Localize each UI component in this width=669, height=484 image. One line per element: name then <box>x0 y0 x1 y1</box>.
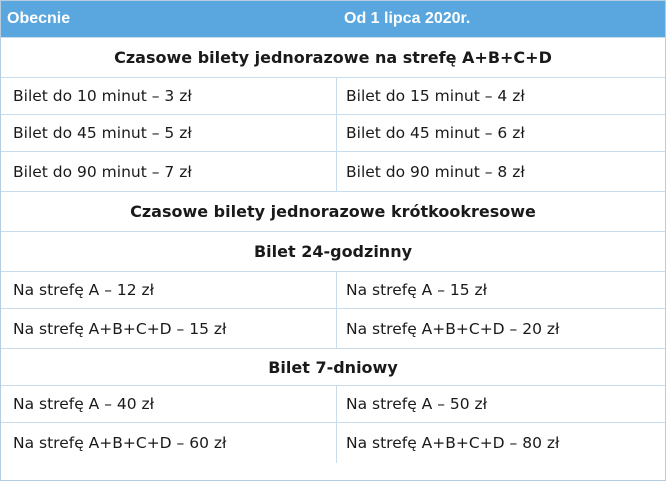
table-row <box>1 152 665 192</box>
new-price-cell: Na strefę A+B+C+D – 80 zł <box>336 423 665 463</box>
new-price-cell: Na strefę A – 50 zł <box>336 386 665 422</box>
current-price-cell: Bilet do 10 minut – 3 zł <box>13 87 192 105</box>
current-price-cell: Bilet do 45 minut – 5 zł <box>13 124 192 142</box>
new-price-cell: Na strefę A+B+C+D – 20 zł <box>336 309 665 348</box>
table-row <box>1 78 665 115</box>
section-title-short-term: Czasowe bilety jednorazowe krótkookresowe <box>1 192 665 232</box>
new-price-cell: Bilet do 90 minut – 8 zł <box>336 152 665 191</box>
current-price-cell: Na strefę A – 40 zł <box>13 395 155 413</box>
current-price-cell: Na strefę A – 12 zł <box>13 281 155 299</box>
header-from-july: Od 1 lipca 2020r. <box>344 10 471 27</box>
section-title-24h: Bilet 24-godzinny <box>1 232 665 272</box>
section-title-single-zone-abcd: Czasowe bilety jednorazowe na strefę A+B+C+D <box>1 38 665 78</box>
section-title-7day: Bilet 7-dniowy <box>1 349 665 386</box>
table-row <box>1 386 665 423</box>
table-row <box>1 115 665 152</box>
table-row <box>1 309 665 349</box>
table-row <box>1 272 665 309</box>
table-row <box>1 423 665 463</box>
table-header-row <box>1 1 665 38</box>
current-price-cell: Na strefę A+B+C+D – 60 zł <box>13 434 227 452</box>
current-price-cell: Na strefę A+B+C+D – 15 zł <box>13 319 227 338</box>
current-price-cell: Bilet do 90 minut – 7 zł <box>13 162 192 181</box>
new-price-cell: Bilet do 45 minut – 6 zł <box>336 115 665 151</box>
header-current: Obecnie <box>7 10 71 27</box>
new-price-cell: Bilet do 15 minut – 4 zł <box>336 78 665 114</box>
new-price-cell: Na strefę A – 15 zł <box>336 272 665 308</box>
